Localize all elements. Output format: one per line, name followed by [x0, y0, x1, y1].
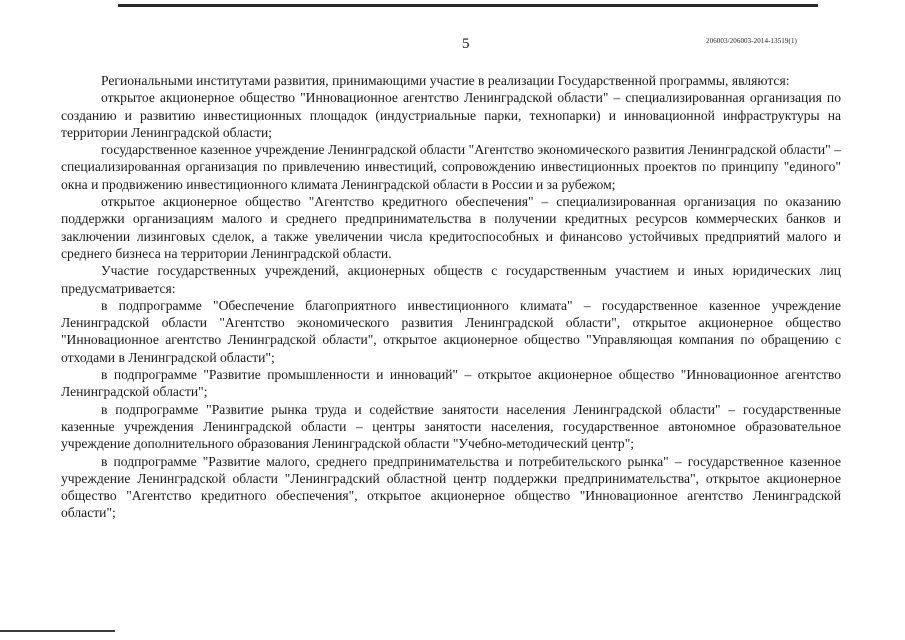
scan-bottom-edge	[0, 630, 115, 632]
document-code: 206003/206003-2014-13519(1)	[706, 37, 797, 45]
page-number: 5	[462, 36, 470, 52]
scan-top-edge	[118, 4, 818, 7]
paragraph-credit-agency: открытое акционерное общество "Агентство кредитного обеспечения" – специализированная организация по оказанию поддержки организациям малого и среднего предпринимательства в получении кредитных ресурсов коммерческих банков и заключении лизинговых сделок, а также увеличении числа кредитоспособных и финансово устойчивых предприятий малого и среднего бизнеса на территории Ленинградской области.	[61, 194, 841, 261]
document-body	[61, 72, 841, 522]
paragraph-subprogram-investment-climate: в подпрограмме "Обеспечение благоприятного инвестиционного климата" – государственное казенное учреждение Ленинградской области "Агентство экономического развития Ленинградской области", открытое акционерное общество "Инновационное агентство Ленинградской области", открытое акционерное общество "Управляющая компания по обращению с отходами в Ленинградской области";	[61, 297, 841, 365]
paragraph-institutes-intro: Региональными институтами развития, принимающими участие в реализации Государственной программы, являются:	[101, 73, 790, 88]
paragraph-subprogram-labor-market: в подпрограмме "Развитие рынка труда и содействие занятости населения Ленинградской области" – государственные казенные учреждения Ленинградской области – центры занятости населения, государственное автономное образовательное учреждение дополнительного образования Ленинградской области "Учебно-методический центр";	[61, 401, 841, 452]
paragraph-subprogram-small-business: в подпрограмме "Развитие малого, среднего предпринимательства и потребительского рынка" – государственное казенное учреждение Ленинградской области "Ленинградский областной центр поддержки предпринимательства", открытое акционерное общество "Агентство кредитного обеспечения", открытое акционерное общество "Инновационное агентство Ленинградской области";	[61, 453, 841, 521]
paragraph-subprogram-industry: в подпрограмме "Развитие промышленности и инноваций" – открытое акционерное общество "Инновационное агентство Ленинградской области";	[61, 367, 841, 400]
paragraph-participation-intro: Участие государственных учреждений, акционерных обществ с государственным участием и иных юридических лиц предусматривается:	[61, 263, 841, 296]
paragraph-economic-development-agency: государственное казенное учреждение Ленинградской области "Агентство экономического развития Ленинградской области" – специализированная организация по привлечению инвестиций, сопровождению инвестиционных проектов по принципу "единого" окна и продвижению инвестиционного климата Ленинградской области в России и за рубежом;	[61, 142, 841, 192]
paragraph-innovation-agency: открытое акционерное общество "Инновационное агентство Ленинградской области" – специализированная организация по созданию и развитию инвестиционных площадок (индустриальные парки, технопарки) и инновационной инфраструктуры на территории Ленинградской области;	[61, 90, 841, 140]
